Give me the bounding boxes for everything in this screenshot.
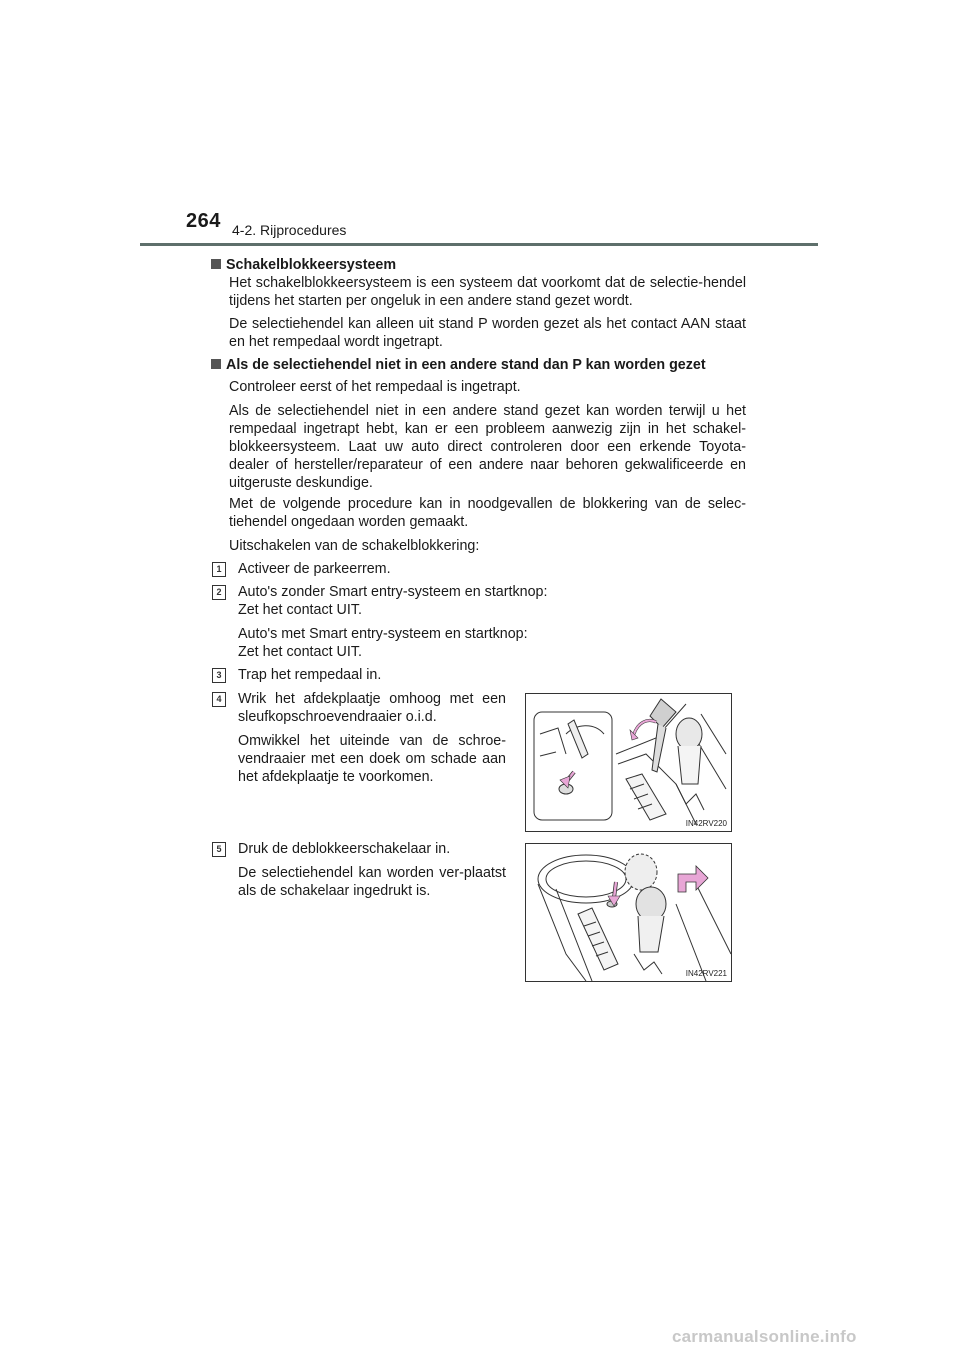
step-number-badge: 1 — [212, 562, 226, 577]
step-text: Wrik het afdekplaatje omhoog met een sleufkopschroevendraaier o.i.d. — [238, 691, 506, 725]
figure-1-illustration — [526, 694, 731, 831]
step-text: Auto's zonder Smart entry-systeem en startknop: — [238, 584, 548, 600]
step-text: Zet het contact UIT. — [238, 602, 362, 618]
header-rule — [140, 243, 818, 246]
section-title: 4-2. Rijprocedures — [232, 222, 347, 238]
arrow-bend-icon — [678, 866, 708, 892]
step-number-badge: 5 — [212, 842, 226, 857]
bullet-square-icon — [211, 359, 221, 369]
paragraph: Controleer eerst of het rempedaal is ingetrapt. — [229, 379, 521, 395]
step-number-badge: 4 — [212, 692, 226, 707]
step-number-badge: 2 — [212, 585, 226, 600]
paragraph: Met de volgende procedure kan in noodgevallen de blokkering van de selec-tiehendel ongedaan worden gemaakt. — [229, 496, 746, 530]
figure-cover-removal — [525, 693, 732, 832]
heading-selectiehendel: Als de selectiehendel niet in een andere stand dan P kan worden gezet — [211, 356, 746, 374]
paragraph: Als de selectiehendel niet in een andere stand gezet kan worden terwijl u het rempedaal ingetrapt hebt, kan er een probleem aanwezig zijn in het schakel-blokkeersysteem. Laat uw auto direct controleren door een erkende Toyota-dealer of hersteller/reparateur of een andere naar behoren gekwalificeerde en uitgeruste deskundige. — [229, 403, 746, 491]
heading-schakelblokkeersysteem: Schakelblokkeersysteem — [211, 256, 746, 274]
step-text: Omwikkel het uiteinde van de schroe-vendraaier met een doek om schade aan het afdekplaatje te voorkomen. — [238, 733, 506, 785]
paragraph: Uitschakelen van de schakelblokkering: — [229, 538, 480, 554]
step-text: Zet het contact UIT. — [238, 644, 362, 660]
figure-code: IN42RV220 — [685, 819, 727, 828]
step-number-badge: 3 — [212, 668, 226, 683]
bullet-square-icon — [211, 259, 221, 269]
step-text: Druk de deblokkeerschakelaar in. — [238, 841, 451, 857]
page-number: 264 — [186, 210, 221, 232]
figure-2-illustration — [526, 844, 731, 981]
paragraph: De selectiehendel kan alleen uit stand P worden gezet als het contact AAN staat en het rempedaal wordt ingetrapt. — [229, 316, 746, 350]
paragraph: Het schakelblokkeersysteem is een systeem dat voorkomt dat de selectie-hendel tijdens het starten per ongeluk in een andere stand gezet wordt. — [229, 275, 746, 309]
watermark: carmanualsonline.info — [672, 1327, 857, 1346]
step-text: Activeer de parkeerrem. — [238, 561, 391, 577]
step-text: Auto's met Smart entry-systeem en startknop: — [238, 626, 528, 642]
step-text: Trap het rempedaal in. — [238, 667, 382, 683]
figure-code: IN42RV221 — [685, 969, 727, 978]
step-text: De selectiehendel kan worden ver-plaatst als de schakelaar ingedrukt is. — [238, 865, 506, 899]
figure-shift-release — [525, 843, 732, 982]
